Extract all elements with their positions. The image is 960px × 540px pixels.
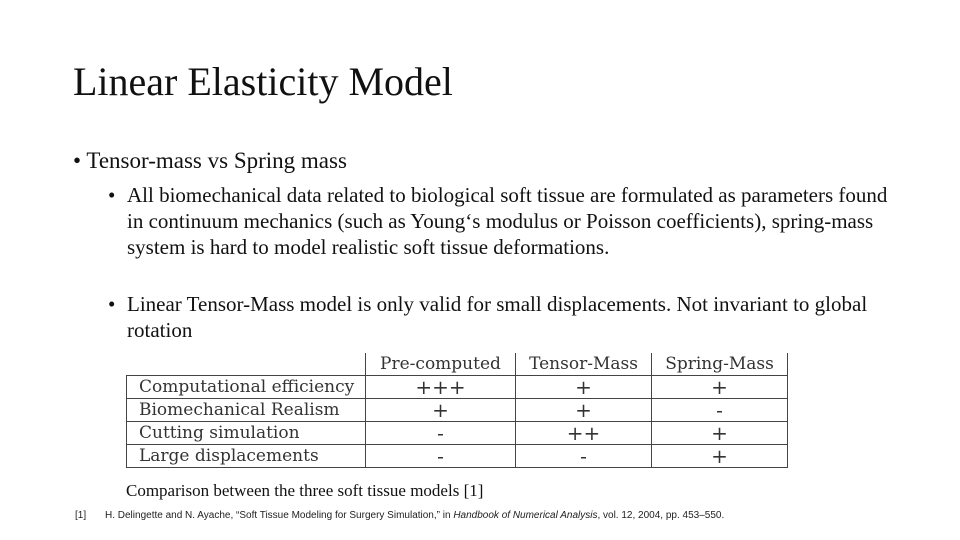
bullet-dot: • [108,183,116,207]
table-cell: + [652,445,788,468]
table-cell: - [366,422,516,445]
table-cell: + [515,399,651,422]
table-corner-cell [127,353,366,376]
column-header-tensor-mass: Tensor-Mass [515,353,651,376]
table-cell: +++ [366,376,516,399]
bullet-dot: • [108,292,116,316]
table-row [127,445,788,468]
sub-bullet-1-text: All biomechanical data related to biological soft tissue are formulated as parameters found in continuum mechanics (such as Young‘s modulus or Poisson coefficients), spring-mass system is hard to model realistic soft tissue deformations. [127,183,888,259]
slide-title: Linear Elasticity Model [73,59,453,104]
bullet-1 [73,146,347,176]
reference-number: [1] [75,510,87,521]
table-cell: ++ [515,422,651,445]
table-row [127,376,788,399]
bullet-1-text: Tensor-mass vs Spring mass [86,148,347,173]
bullet-dot: • [73,148,82,173]
column-header-pre-computed: Pre-computed [366,353,516,376]
row-label: Computational efficiency [127,376,366,399]
reference-text: H. Delingette and N. Ayache, “Soft Tissue Modeling for Surgery Simulation,” in [105,510,454,521]
table-row [127,422,788,445]
table-cell: - [652,399,788,422]
table-cell: - [515,445,651,468]
sub-bullet-2 [108,291,908,343]
reference-details: , vol. 12, 2004, pp. 453–550. [597,510,725,521]
table-cell: + [652,376,788,399]
table-cell: + [366,399,516,422]
sub-bullet-2-text: Linear Tensor-Mass model is only valid for small displacements. Not invariant to global rotation [127,292,868,342]
row-label: Biomechanical Realism [127,399,366,422]
row-label: Large displacements [127,445,366,468]
table-cell: + [652,422,788,445]
sub-bullet-1 [108,182,908,260]
table-caption: Comparison between the three soft tissue models [1] [126,481,484,500]
table-cell: - [366,445,516,468]
row-label: Cutting simulation [127,422,366,445]
table-header-row [127,353,788,376]
reference-book-title: Handbook of Numerical Analysis [453,510,598,521]
reference-footnote [75,510,724,521]
table-row [127,399,788,422]
column-header-spring-mass: Spring-Mass [652,353,788,376]
comparison-table [126,353,788,468]
table-cell: + [515,376,651,399]
